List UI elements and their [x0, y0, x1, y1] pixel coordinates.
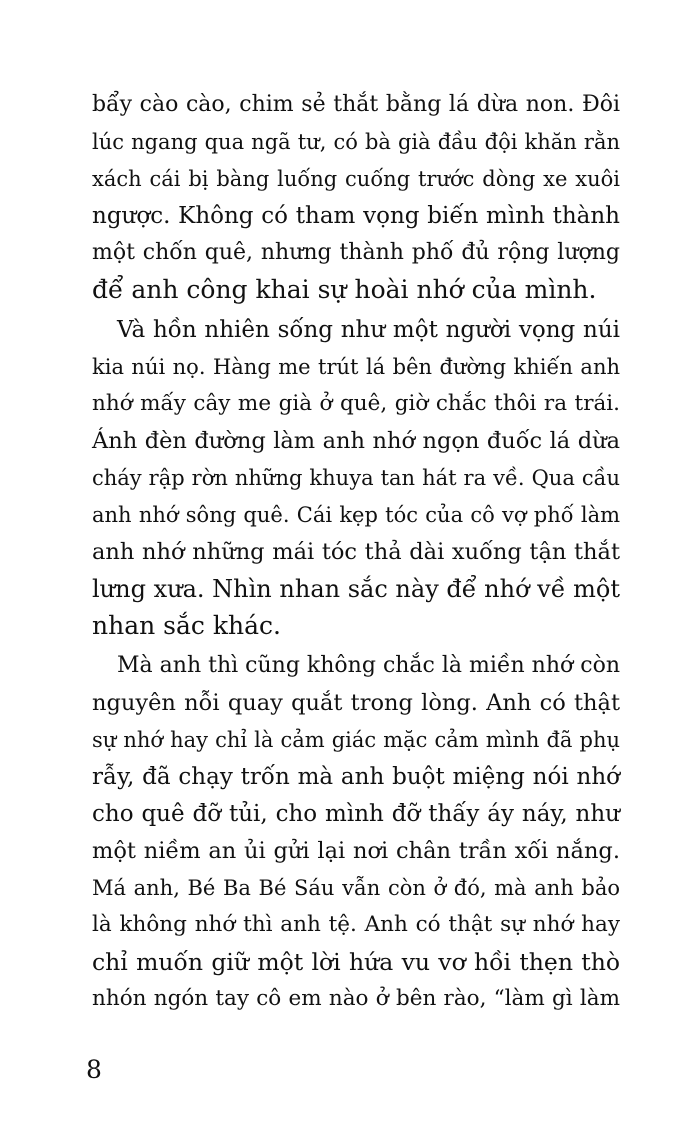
text-line: ngược. Không có tham vọng biến mình thành [92, 203, 620, 229]
text-line: một niềm an ủi gửi lại nơi chân trần xối nắng. [92, 838, 620, 864]
text-line: nhón ngón tay cô em nào ở bên rào, “làm gì làm [92, 986, 620, 1011]
page-number: 8 [86, 1055, 102, 1084]
text-line: nhan sắc khác. [92, 611, 281, 640]
text-line: một chốn quê, nhưng thành phố đủ rộng lượng [92, 240, 620, 265]
text-line: anh nhớ sông quê. Cái kẹp tóc của cô vợ phố làm [92, 503, 620, 527]
text-line: cho quê đỡ tủi, cho mình đỡ thấy áy náy, như [92, 801, 620, 827]
text-line: rẫy, đã chạy trốn mà anh buột miệng nói nhớ [92, 764, 620, 790]
text-line: Mà anh thì cũng không chắc là miền nhớ còn [117, 653, 620, 678]
text-line: kia núi nọ. Hàng me trút lá bên đường khiến anh [92, 355, 620, 379]
text-line: sự nhớ hay chỉ là cảm giác mặc cảm mình đã phụ [92, 728, 620, 752]
text-line: để anh công khai sự hoài nhớ của mình. [92, 275, 597, 304]
text-line: bẩy cào cào, chim sẻ thắt bằng lá dừa non. Đôi [92, 92, 620, 117]
text-line: Và hồn nhiên sống như một người vọng núi [117, 317, 620, 343]
text-line: chỉ muốn giữ một lời hứa vu vơ hồi thẹn thò [92, 948, 620, 976]
text-line: xách cái bị bàng luống cuống trước dòng xe xuôi [92, 167, 620, 191]
text-line: nhớ mấy cây me già ở quê, giờ chắc thôi ra trái. [92, 391, 620, 416]
text-line: Má anh, Bé Ba Bé Sáu vẫn còn ở đó, mà anh bảo [92, 876, 620, 900]
text-line: nguyên nỗi quay quắt trong lòng. Anh có thật [92, 690, 620, 716]
text-line: lúc ngang qua ngã tư, có bà già đầu đội khăn rằn [92, 130, 620, 154]
text-line: cháy rập rờn những khuya tan hát ra về. Qua cầu [92, 466, 620, 490]
text-line: lưng xưa. Nhìn nhan sắc này để nhớ về một [92, 575, 620, 603]
text-line: Ánh đèn đường làm anh nhớ ngọn đuốc lá dừa [92, 428, 620, 454]
text-line: anh nhớ những mái tóc thả dài xuống tận thắt [92, 539, 620, 565]
text-line: là không nhớ thì anh tệ. Anh có thật sự nhớ hay [92, 912, 620, 937]
